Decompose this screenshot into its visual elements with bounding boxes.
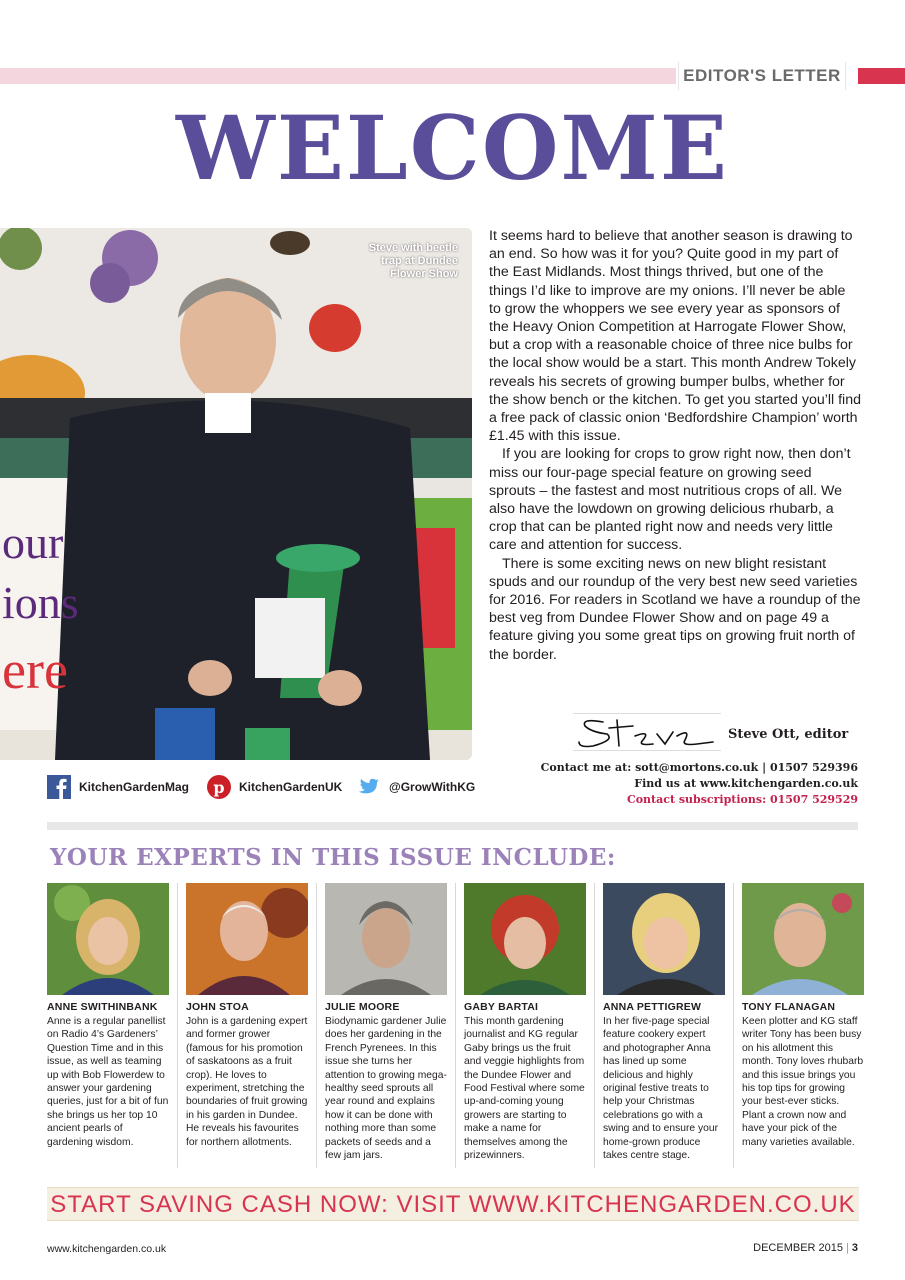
expert-card bbox=[735, 883, 872, 1168]
experts-heading: YOUR EXPERTS IN THIS ISSUE INCLUDE: bbox=[50, 844, 616, 871]
svg-text:ions: ions bbox=[2, 577, 79, 628]
contact-block bbox=[541, 760, 858, 808]
facebook-handle: KitchenGardenMag bbox=[79, 780, 190, 794]
section-label: EDITOR'S LETTER bbox=[678, 62, 846, 90]
expert-description: Keen plotter and KG staff writer Tony has been busy on his allotment this month. Tony loves rhubarb and this issue brings you his top tips for growing your best-ever sticks. Plant a crown now and have your pick of the many varieties available. bbox=[742, 1016, 864, 1148]
contact-subscriptions[interactable]: Contact subscriptions: 01507 529529 bbox=[626, 793, 858, 806]
editor-signature bbox=[573, 713, 721, 751]
page-title: WELCOME bbox=[176, 96, 729, 200]
issue-date: DECEMBER 2015 bbox=[753, 1242, 844, 1254]
expert-name: TONY FLANAGAN bbox=[742, 1001, 836, 1013]
expert-name: JOHN STOA bbox=[186, 1001, 249, 1013]
expert-card bbox=[457, 883, 595, 1168]
experts-list bbox=[47, 883, 864, 1168]
svg-text:ere: ere bbox=[2, 640, 68, 700]
twitter-icon bbox=[357, 775, 381, 799]
facebook-icon bbox=[47, 775, 71, 799]
expert-card bbox=[179, 883, 317, 1168]
expert-name: GABY BARTAI bbox=[464, 1001, 539, 1013]
editor-letter bbox=[489, 227, 861, 664]
expert-photo bbox=[47, 883, 169, 995]
expert-card bbox=[47, 883, 178, 1168]
expert-description: This month gardening journalist and KG regular Gaby brings us the fruit and veggie highlights from the Dundee Flower and Food Festival where some up-and-coming young growers are starting to make a name for themselves among the prizewinners. bbox=[464, 1016, 585, 1162]
letter-paragraph: It seems hard to believe that another season is drawing to an end. So how was it for you? Quite good in my part of the East Midlands. Most things thrived, but one of the things I’d like to improve are my onions. I’ll never be able to grow the whoppers we see every year as sponsors of the Heavy Onion Competition at Harrogate Flower Show, but a crop with a reasonable choice of three nice bulbs for the local show would be a start. This month Andrew Tokely reveals his secrets of growing bumper bulbs, whether for the show bench or the kitchen. To get you started you’ll find a free pack of classic onion ‘Bedfordshire Champion’ worth £1.45 with this issue. bbox=[489, 228, 861, 445]
expert-description: In her five-page special feature cookery expert and photographer Anna has lined up some delicious and highly original festive treats to help your Christmas celebrations go with a swing and to ensure your home-grown produce takes centre stage. bbox=[603, 1016, 719, 1162]
contact-email-phone[interactable]: Contact me at: sott@mortons.co.uk | 01507 529396 bbox=[540, 761, 858, 774]
social-pinterest[interactable] bbox=[207, 775, 342, 799]
footer-url[interactable]: www.kitchengarden.co.uk bbox=[47, 1243, 167, 1255]
contact-website[interactable]: Find us at www.kitchengarden.co.uk bbox=[634, 777, 858, 790]
social-twitter[interactable] bbox=[357, 775, 475, 799]
pinterest-icon bbox=[207, 775, 231, 799]
twitter-handle: @GrowWithKG bbox=[389, 780, 476, 794]
pinterest-handle: KitchenGardenUK bbox=[239, 780, 343, 794]
letter-paragraph: If you are looking for crops to grow right now, then don’t miss our four-page special feature on growing seed sprouts – the fastest and most nutritious crops of all. We also have the lowdown on growing delicious rhubarb, a crop that can be planted right now and needs very little care and attention for success. bbox=[489, 446, 851, 554]
section-divider bbox=[47, 822, 858, 830]
photo-caption: Steve with beetle trap at Dundee Flower Show bbox=[368, 242, 458, 280]
expert-description: John is a gardening expert and former grower (famous for his promotion of saskatoons as a fruit crop). He loves to experiment, stretching the boundaries of fruit growing in his garden in Dundee. He reveals his favourites for northern allotments. bbox=[186, 1016, 308, 1148]
page-number: 3 bbox=[851, 1242, 858, 1254]
expert-description: Anne is a regular panellist on Radio 4’s Gardeners’ Question Time and in this issue, as well as teaming up with Bob Flowerdew to answer your gardening queries, just for a bit of fun she brings us her top 10 ancient pearls of gardening wisdom. bbox=[47, 1016, 169, 1148]
expert-photo bbox=[603, 883, 725, 995]
subscribe-banner[interactable]: START SAVING CASH NOW: VISIT WWW.KITCHENGARDEN.CO.UK bbox=[47, 1187, 859, 1221]
header-bar-right bbox=[858, 68, 905, 84]
expert-photo bbox=[464, 883, 586, 995]
letter-paragraph: There is some exciting news on new blight resistant spuds and our roundup of the very best new seed varieties for 2016. For readers in Scotland we have a roundup of the best veg from Dundee Flower Show and on page 49 a feature giving you some great tips on growing fruit north of the border. bbox=[489, 555, 861, 663]
expert-photo bbox=[742, 883, 864, 995]
header-bar-left bbox=[0, 68, 676, 84]
expert-name: JULIE MOORE bbox=[325, 1001, 400, 1013]
expert-description: Biodynamic gardener Julie does her gardening in the French Pyrenees. In this issue she turns her attention to growing mega-healthy seed sprouts all year round and explains how it can be done with nothing more than some packets of seeds and a few jam jars. bbox=[325, 1016, 447, 1162]
editor-photo bbox=[0, 228, 472, 760]
svg-text:p: p bbox=[213, 778, 225, 797]
expert-photo bbox=[325, 883, 447, 995]
expert-photo bbox=[186, 883, 308, 995]
svg-text:our: our bbox=[2, 517, 64, 568]
footer-issue: DECEMBER 2015 | 3 bbox=[753, 1242, 858, 1254]
social-facebook[interactable] bbox=[47, 775, 189, 799]
expert-card bbox=[318, 883, 456, 1168]
expert-name: ANNE SWITHINBANK bbox=[47, 1001, 158, 1013]
expert-name: ANNA PETTIGREW bbox=[603, 1001, 702, 1013]
editor-signoff: Steve Ott, editor bbox=[728, 727, 849, 742]
expert-card bbox=[596, 883, 734, 1168]
